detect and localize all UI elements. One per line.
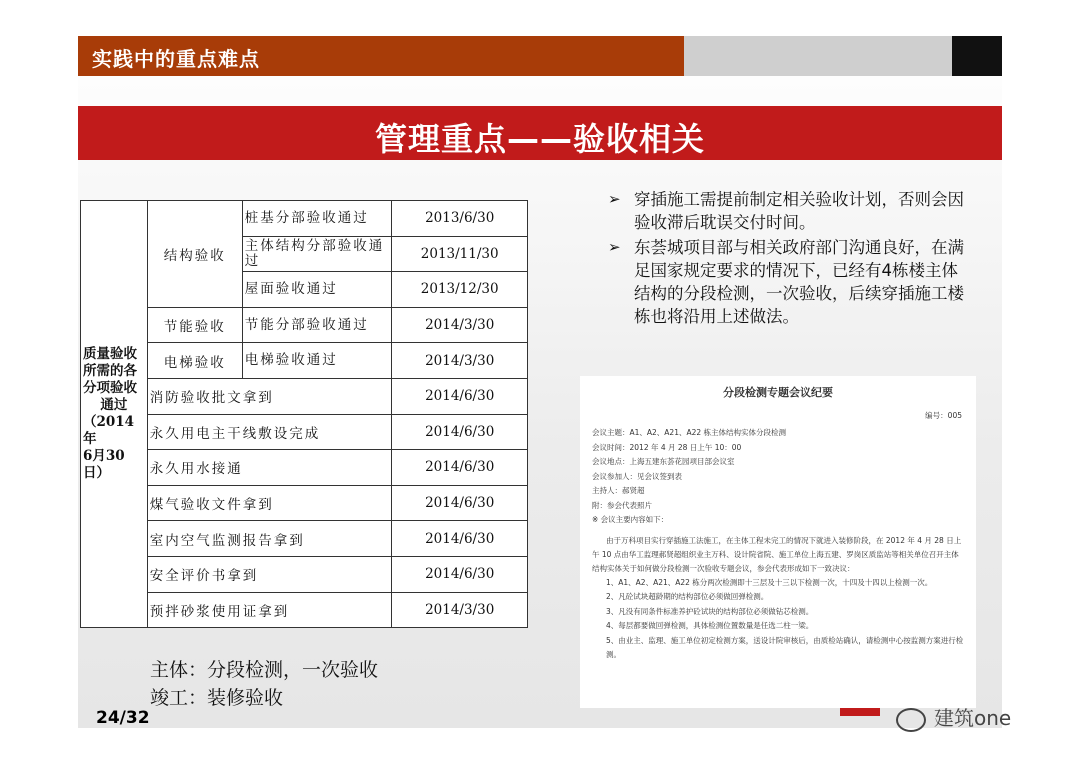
- header-title: 实践中的重点难点: [92, 47, 260, 71]
- doc-list-item: 1、A1、A2、A21、A22 栋分两次检测即十三层及十三以下检测一次，十四及十四以上检测一次。: [606, 577, 933, 587]
- table-row: [81, 592, 528, 628]
- header-bar: [78, 36, 1002, 76]
- lead-line: 通过: [100, 397, 128, 414]
- watermark-text: 建筑one: [934, 706, 1012, 730]
- lead-line: 分项验收: [83, 380, 137, 397]
- bullet-text: 东荟城项目部与相关政府部门沟通良好，在满足国家规定要求的情况下，已经有4栋楼主体结构的分段检测，一次验收，后续穿插施工楼栋也将沿用上述做法。: [634, 238, 964, 326]
- page-number: 24/32: [96, 708, 150, 728]
- table-cell-date: 2014/6/30: [392, 556, 528, 592]
- doc-body: [592, 426, 964, 663]
- wechat-icon: [896, 708, 926, 732]
- summary-text: [150, 656, 378, 712]
- table-cell-item: 节能分部验收通过: [242, 307, 392, 343]
- lead-line: 质量验收: [83, 346, 137, 363]
- table-cell-date: 2014/6/30: [392, 450, 528, 486]
- arrow-bullet-icon: ➢: [608, 190, 621, 208]
- lead-line: （2014年: [83, 414, 135, 448]
- table-cell-item: 预拌砂浆使用证拿到: [147, 592, 392, 628]
- table-cell-item: 煤气验收文件拿到: [147, 485, 392, 521]
- table-cell-date: 2014/3/30: [392, 592, 528, 628]
- table-cell-category: 节能验收: [147, 307, 242, 343]
- bullet-item: [604, 236, 964, 328]
- bullet-list: [604, 188, 964, 330]
- table-cell-date: 2014/6/30: [392, 521, 528, 557]
- table-cell-item: 消防验收批文拿到: [147, 378, 392, 414]
- table-cell-date: 2014/3/30: [392, 307, 528, 343]
- table-cell-date: 2013/6/30: [392, 201, 528, 237]
- meeting-minutes-image: [580, 376, 976, 708]
- table-row: [81, 450, 528, 486]
- doc-list-item: 2、凡砼试块超龄期的结构部位必须做回弹检测。: [606, 592, 769, 601]
- doc-list-item: 3、凡没有同条件标准养护砼试块的结构部位必须做钻芯检测。: [606, 606, 814, 616]
- table-cell-item: 永久用电主干线敷设完成: [147, 414, 392, 450]
- table-row: [81, 201, 528, 237]
- footer-accent: [840, 708, 880, 716]
- doc-title: 分段检测专题会议纪要: [723, 386, 833, 399]
- table-cell-item: 主体结构分部验收通过: [242, 236, 392, 272]
- doc-line: 会议时间：2012 年 4 月 28 日上午 10：00: [592, 442, 742, 452]
- section-banner: [78, 106, 1002, 160]
- summary-line: 主体：分段检测，一次验收: [150, 659, 379, 681]
- doc-line: 主持人：郝贤超: [592, 486, 645, 495]
- structure-category: 结构验收: [147, 201, 242, 308]
- table-cell-item: 屋面验收通过: [242, 272, 392, 308]
- table-cell-item: 电梯验收通过: [242, 343, 392, 379]
- table-cell-date: 2013/11/30: [392, 236, 528, 272]
- table-cell-item: 永久用水接通: [147, 450, 392, 486]
- doc-line: ※ 会议主要内容如下：: [592, 515, 669, 524]
- lead-cell: [81, 201, 148, 628]
- watermark: [896, 702, 1011, 732]
- lead-line: 6月30日）: [83, 448, 125, 482]
- arrow-bullet-icon: ➢: [608, 238, 621, 256]
- table-cell-category: 电梯验收: [147, 343, 242, 379]
- table-row: [81, 307, 528, 343]
- lead-line: 所需的各: [83, 363, 137, 380]
- doc-list-item: 4、每层都要做回弹检测，具体检测位置数量是任选二柱一梁。: [606, 621, 814, 630]
- table-row: [81, 414, 528, 450]
- table-row: [81, 556, 528, 592]
- table-cell-date: 2013/12/30: [392, 272, 528, 308]
- table-row: [81, 343, 528, 379]
- table-row: [81, 521, 528, 557]
- doc-list-item: 5、由业主、监理、施工单位初定检测方案，送设计院审核后，由质检站确认，请检测中心按监测方案进行检测。: [606, 635, 964, 659]
- table-cell-item: 安全评价书拿到: [147, 556, 392, 592]
- bullet-item: [604, 188, 964, 234]
- table-cell-item: 桩基分部验收通过: [242, 201, 392, 237]
- table-cell-date: 2014/6/30: [392, 378, 528, 414]
- table-cell-item: 室内空气监测报告拿到: [147, 521, 392, 557]
- bullet-text: 穿插施工需提前制定相关验收计划，否则会因验收滞后耽误交付时间。: [634, 190, 964, 232]
- doc-line: 附：参会代表照片: [592, 500, 652, 510]
- acceptance-table: [80, 200, 528, 628]
- table-cell-date: 2014/3/30: [392, 343, 528, 379]
- table-row: [81, 378, 528, 414]
- summary-line: 竣工：装修验收: [150, 687, 284, 709]
- doc-line: 会议地点：上海五建东荟花园项目部会议室: [592, 457, 735, 466]
- doc-list: [592, 576, 964, 663]
- banner-title: 管理重点——验收相关: [374, 120, 705, 158]
- doc-line: 会议主题：A1、A2、A21、A22 栋主体结构实体分段检测: [592, 428, 787, 437]
- doc-number: 编号：005: [925, 411, 962, 420]
- header-corner-block: [952, 36, 1002, 76]
- table-row: [81, 485, 528, 521]
- doc-paragraph: 由于万科项目实行穿插施工法施工，在主体工程未完工的情况下就进入装修阶段，在 2012 年 4 月 28 日上午 10 点由华工监理郝贤超组织业主万科、设计院省院、施工单位上海五建、罗岗区质监站等相关单位召开主体结构实体关于如何做分段检测一次验收专题会议，参会代表形成如下一致决议：: [592, 535, 962, 573]
- table-cell-date: 2014/6/30: [392, 485, 528, 521]
- doc-line: 会议参加人：见会议签到表: [592, 471, 682, 481]
- table-cell-date: 2014/6/30: [392, 414, 528, 450]
